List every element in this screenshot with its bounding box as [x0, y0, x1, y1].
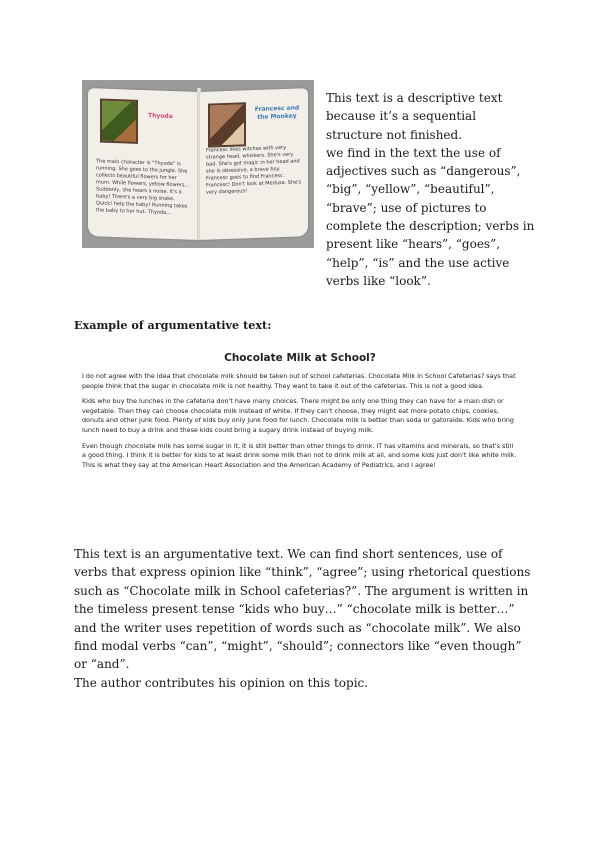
- sample-paragraph: Even though chocolate milk has some sugar in it, it is still better than other things to drink. IT has vitamins and minerals, so that's still a good thing. I think it is better for kids to at least drink some milk than not to drink milk at all, and some kids just don't like white milk. This is what they say at the American Heart Association and the American Academy of Pediatrics, and I agree!: [82, 441, 517, 469]
- girl-illustration: [100, 98, 138, 143]
- boy-illustration: [208, 102, 246, 147]
- analysis-paragraph: This text is an argumentative text. We can find short sentences, use of verbs that express opinion like “think”, “agree”; using rhetorical questions such as “Chocolate milk in School cafeterias?”. The argument is written in the timeless present tense “kids who buy…” “chocolate milk is better…” and the writer uses repetition of words such as “chocolate milk”. We also find modal verbs “can”, “might”, “should”; connectors like “even though” or “and”.: [74, 547, 531, 672]
- descriptive-analysis: [326, 89, 536, 290]
- right-page-text: Francesc likes witches with very strange head, whiskers. She's very bad. She's got magic in her head and she is obsessive, a brave boy. Francesc goes to find Francesc. Francesc! Don't look at Medusa. She's very dangerous!: [206, 144, 302, 196]
- sample-paragraph: I do not agree with the idea that chocolate milk should be taken out of school cafeterias. Chocolate Milk in School Cafeterias? says that people think that the sugar in chocolate milk is not healthy. They want to take it out of the cafeterias. This is not a good idea.: [82, 372, 516, 390]
- book-left-page: [88, 88, 198, 240]
- section-heading: Example of argumentative text:: [74, 318, 272, 332]
- argumentative-sample: [82, 352, 518, 522]
- sample-title: Chocolate Milk at School?: [224, 352, 376, 364]
- argumentative-analysis: [74, 545, 534, 692]
- right-page-title: Francesc and the Monkey: [254, 104, 300, 121]
- book-photo: [82, 80, 314, 248]
- analysis-paragraph: The author contributes his opinion on this topic.: [74, 675, 369, 690]
- sample-paragraph: Kids who buy the lunches in the cafeteria don't have many choices. There might be only one thing they can have for a main dish or vegetable. Then they can choose chocolate milk instead of white. If they can't choose, they might eat more potato chips, cookies, donuts and other junk food. Plenty of kids buy only junk food for lunch. Chocolate milk is better than soda or gatoraide. Kids who bring lunch need to buy a drink and these kids could bring a sugary drink instead of buying milk.: [82, 397, 514, 434]
- left-page-title: Thyoda: [148, 112, 173, 121]
- description-paragraph: This text is a descriptive text because it’s a sequential structure not finished.: [326, 91, 503, 142]
- description-paragraph: we find in the text the use of adjectives such as “dangerous”, “big”, “yellow”, “beautiful”, “brave”; use of pictures to complete the description; verbs in present like “hears”, “goes”, “help”, “is” and the use active verbs like “look”.: [326, 145, 535, 288]
- open-book: [88, 86, 310, 244]
- book-right-page: [200, 88, 308, 240]
- left-page-text: The main character is "Thyoda" is running. She goes to the jungle. She collects beautiful flowers for her mum. While flowers, yellow flowers... Suddenly, she hears a noise. It's a baby! There's a very big snake. Quick! help the baby! Running takes the baby to her hut. Thyoda...: [96, 158, 190, 216]
